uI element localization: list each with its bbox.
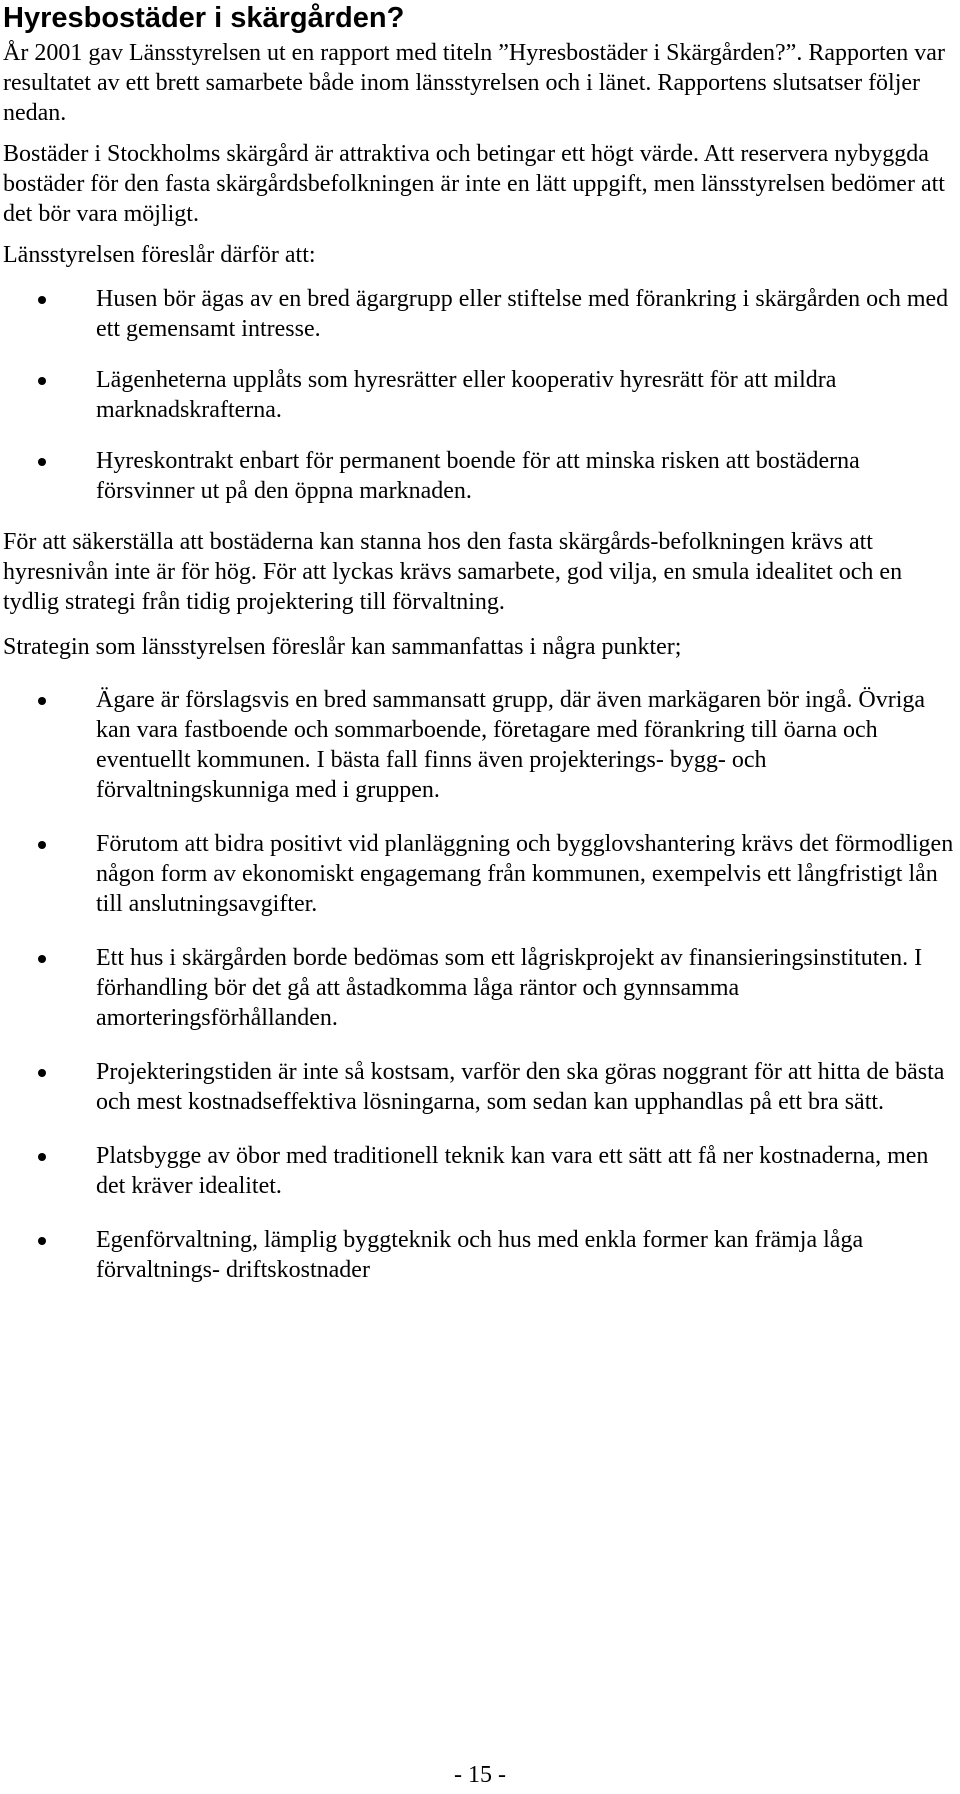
intro-paragraph: År 2001 gav Länsstyrelsen ut en rapport med titeln ”Hyresbostäder i Skärgården?”. Rapporten var resultatet av ett brett samarbete både inom länsstyrelsen och i länet. Rapportens slutsatser följer nedan. — [3, 40, 945, 126]
list-item — [3, 685, 955, 805]
paragraph-strategy-intro: Strategin som länsstyrelsen föreslår kan sammanfattas i några punkter; — [3, 634, 682, 660]
list-item — [3, 1141, 955, 1201]
list-item-text: Platsbygge av öbor med traditionell teknik kan vara ett sätt att få ner kostnaderna, men det kräver idealitet. — [96, 1143, 929, 1199]
list-item-text: Förutom att bidra positivt vid planläggning och bygglovshantering krävs det förmodligen någon form av ekonomiskt engagemang från kommunen, exempelvis ett långfristigt lån till anslutningsavgifter. — [96, 831, 954, 917]
bullet-icon — [38, 1237, 46, 1245]
bullet-icon — [38, 377, 46, 385]
paragraph-attractive-housing: Bostäder i Stockholms skärgård är attraktiva och betingar ett högt värde. Att reservera nybyggda bostäder för den fasta skärgårdsbefolkningen är inte en lätt uppgift, men länsstyrelsen bedömer att det bör vara möjligt. — [3, 141, 945, 227]
list-item — [3, 943, 955, 1033]
list-item-text: Egenförvaltning, lämplig byggteknik och hus med enkla former kan främja låga förvaltnings- driftskostnader — [96, 1227, 864, 1283]
bullet-icon — [38, 296, 46, 304]
bullet-icon — [38, 458, 46, 466]
bullet-icon — [38, 1153, 46, 1161]
list-item — [3, 446, 955, 506]
bullet-icon — [38, 1069, 46, 1077]
bullet-icon — [38, 697, 46, 705]
list-item — [3, 1057, 955, 1117]
paragraph-rent-level: För att säkerställa att bostäderna kan stanna hos den fasta skärgårds-befolkningen krävs att hyresnivån inte är för hög. För att lyckas krävs samarbete, god vilja, en smula idealitet och en tydlig strategi från tidig projektering till förvaltning. — [3, 529, 903, 615]
bullet-icon — [38, 955, 46, 963]
page-number: - 15 - — [454, 1762, 506, 1788]
strategy-list — [3, 685, 955, 1285]
list-item-text: Lägenheterna upplåts som hyresrätter eller kooperativ hyresrätt för att mildra marknadskrafterna. — [96, 367, 837, 423]
document-heading: Hyresbostäder i skärgården? — [3, 2, 405, 34]
paragraph-proposal-intro: Länsstyrelsen föreslår därför att: — [3, 242, 316, 268]
document-body — [3, 38, 955, 1285]
list-item-text: Projekteringstiden är inte så kostsam, varför den ska göras noggrant för att hitta de bästa och mest kostnadseffektiva lösningarna, som sedan kan upphandlas på ett bra sätt. — [96, 1059, 945, 1115]
list-item-text: Ägare är förslagsvis en bred sammansatt grupp, där även markägaren bör ingå. Övriga kan vara fastboende och sommarboende, företagare med förankring till öarna och eventuellt kommunen. I bästa fall finns även projekterings- bygg- och förvaltningskunniga med i gruppen. — [96, 687, 926, 803]
list-item-text: Hyreskontrakt enbart för permanent boende för att minska risken att bostäderna försvinner ut på den öppna marknaden. — [96, 448, 860, 504]
list-item-text: Ett hus i skärgården borde bedömas som ett lågriskprojekt av finansieringsinstituten. I förhandling bör det gå att åstadkomma låga räntor och gynnsamma amorteringsförhållanden. — [96, 945, 923, 1031]
bullet-icon — [38, 841, 46, 849]
list-item — [3, 829, 955, 919]
list-item-text: Husen bör ägas av en bred ägargrupp eller stiftelse med förankring i skärgården och med ett gemensamt intresse. — [96, 286, 949, 342]
list-item — [3, 365, 955, 425]
list-item — [3, 284, 955, 344]
proposal-list — [3, 284, 955, 506]
list-item — [3, 1225, 955, 1285]
